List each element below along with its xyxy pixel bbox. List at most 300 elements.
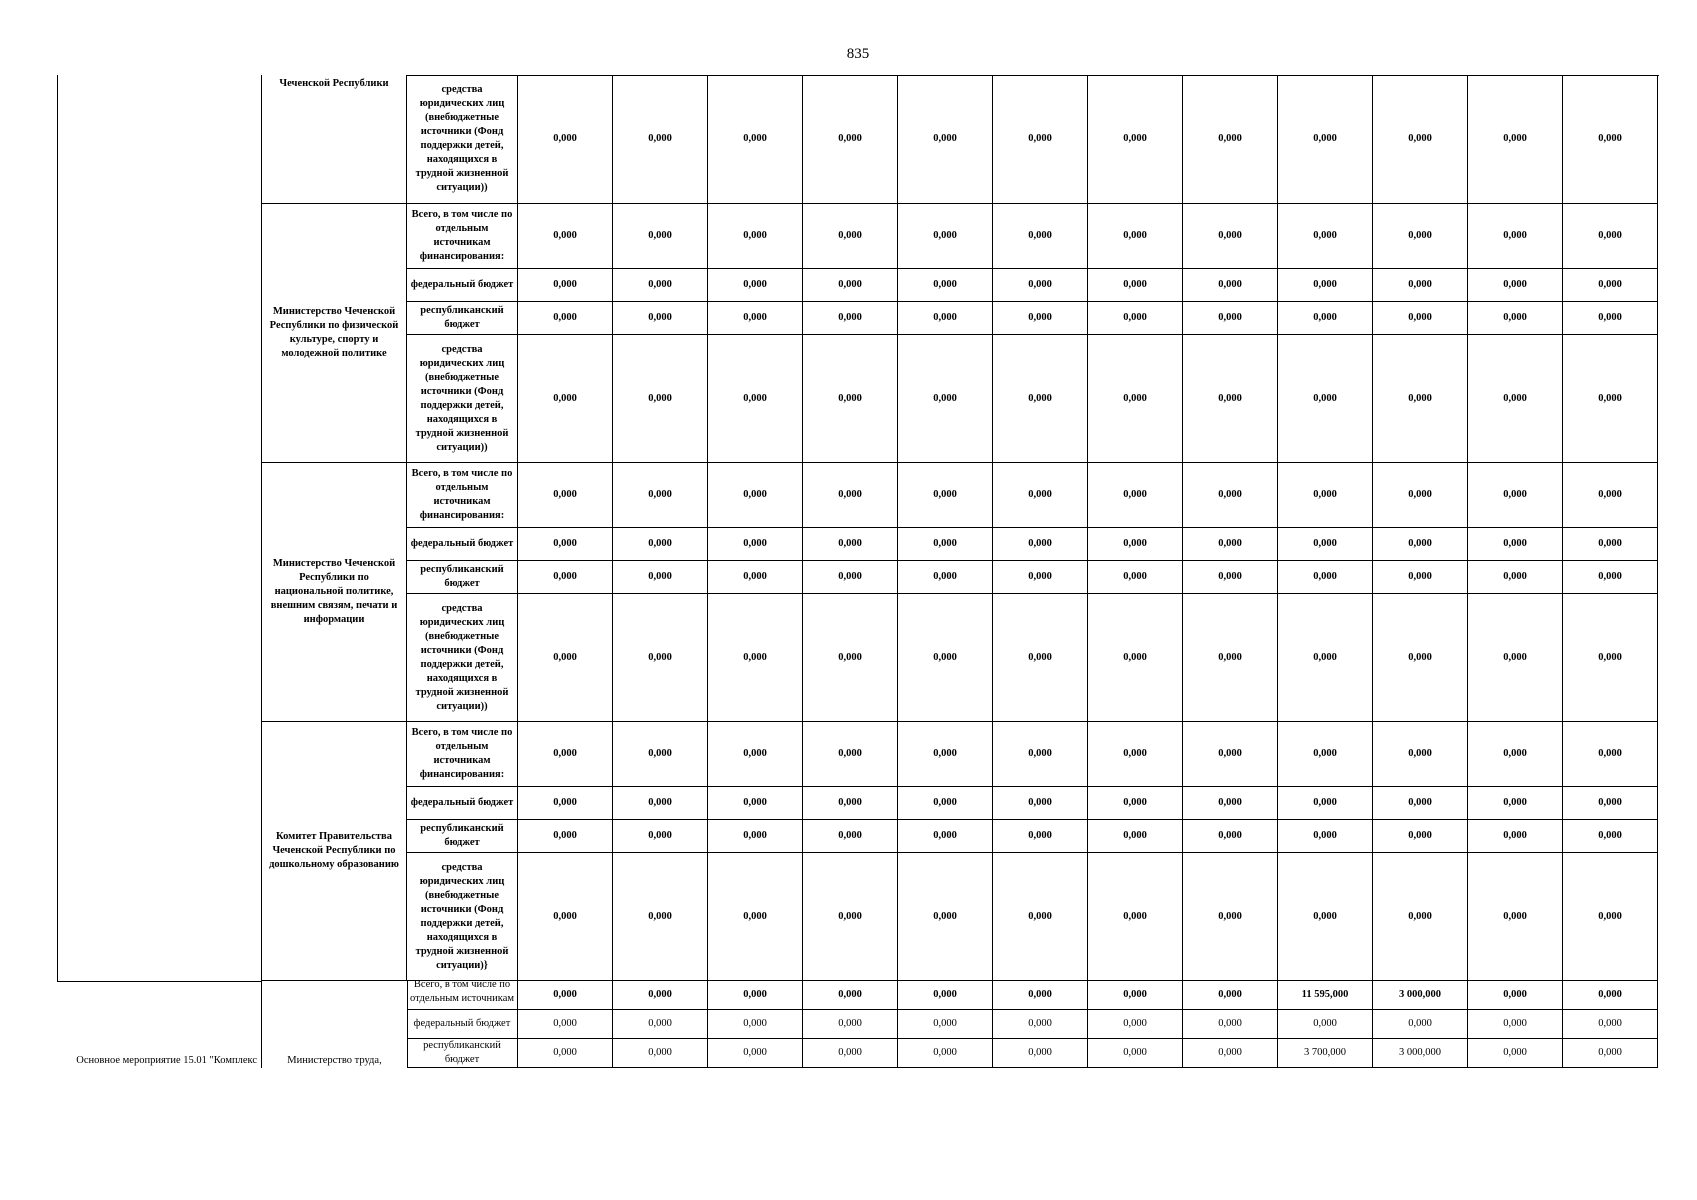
source-total (407, 722, 518, 787)
value-cell-text: 0,000 (1313, 571, 1337, 582)
value-cell-text: 0,000 (1598, 489, 1622, 500)
value-cell-text: 0,000 (1503, 1047, 1527, 1058)
value-cell (1563, 528, 1658, 561)
source-republic-text: республиканский бюджет (420, 823, 504, 848)
value-cell (1468, 981, 1563, 1010)
value-cell-text: 0,000 (1408, 797, 1432, 808)
source-legal-entities (407, 335, 518, 463)
value-cell-text: 0,000 (1408, 571, 1432, 582)
value-cell (1278, 981, 1373, 1010)
value-cell-text: 0,000 (1123, 651, 1147, 663)
value-cell-text: 0,000 (1408, 538, 1432, 549)
value-cell (993, 820, 1088, 853)
value-cell (613, 787, 708, 820)
value-cell (518, 463, 613, 528)
value-cell (1468, 1010, 1563, 1039)
value-cell-text: 0,000 (1028, 1018, 1052, 1029)
value-cell-text: 0,000 (1503, 989, 1527, 1000)
value-cell-text: 0,000 (1408, 230, 1432, 241)
value-cell (1183, 269, 1278, 302)
value-cell-text: 0,000 (838, 797, 862, 808)
value-cell (1278, 269, 1373, 302)
value-cell-text: 0,000 (553, 279, 577, 290)
value-cell-text: 0,000 (1123, 989, 1147, 1000)
value-cell-text: 0,000 (933, 797, 957, 808)
value-cell-text: 0,000 (743, 651, 767, 663)
value-cell (1563, 594, 1658, 722)
value-cell-text: 0,000 (838, 489, 862, 500)
value-cell-text: 0,000 (1408, 133, 1432, 144)
value-cell-text: 0,000 (743, 230, 767, 241)
value-cell (613, 1039, 708, 1068)
value-cell (803, 594, 898, 722)
value-cell (993, 594, 1088, 722)
value-cell (1278, 335, 1373, 463)
source-total-text: Всего, в том числе по отдельным источникам (409, 981, 514, 1004)
value-cell (1088, 204, 1183, 269)
value-cell-text: 0,000 (1028, 651, 1052, 663)
value-cell-text: 0,000 (1218, 571, 1242, 582)
executor-cell-text: Министерство Чеченской Республики по национальной политике, внешним связям, печати и информации (270, 558, 398, 625)
value-cell (1278, 1039, 1373, 1068)
source-legal-entities-text: средства юридических лиц (внебюджетные источники (Фонд поддержки детей, находящихся в трудной жизненной ситуации)} (415, 861, 509, 971)
value-cell-text: 0,000 (933, 538, 957, 549)
value-cell-text: 0,000 (1028, 910, 1052, 922)
value-cell-text: 0,000 (1503, 651, 1527, 663)
value-cell (898, 528, 993, 561)
value-cell (1278, 204, 1373, 269)
value-cell-text: 0,000 (553, 651, 577, 663)
value-cell (803, 204, 898, 269)
executor-cell-text: Чеченской Республики (279, 78, 389, 89)
value-cell-text: 0,000 (743, 312, 767, 323)
value-cell (993, 528, 1088, 561)
value-cell-text: 3 000,000 (1399, 989, 1441, 1000)
value-cell-text: 0,000 (838, 133, 862, 144)
value-cell (803, 561, 898, 594)
value-cell (1468, 722, 1563, 787)
value-cell-text: 0,000 (1408, 489, 1432, 500)
value-cell-text: 0,000 (1218, 392, 1242, 404)
value-cell (1373, 75, 1468, 204)
value-cell-text: 0,000 (838, 312, 862, 323)
value-cell (993, 75, 1088, 204)
value-cell (1278, 787, 1373, 820)
value-cell-text: 0,000 (1218, 1047, 1242, 1058)
value-cell-text: 0,000 (553, 989, 577, 1000)
value-cell-text: 0,000 (1313, 748, 1337, 759)
value-cell-text: 0,000 (1123, 910, 1147, 922)
source-total-text: Всего, в том числе по отдельным источникам финансирования: (411, 468, 513, 521)
value-cell (518, 787, 613, 820)
value-cell (1278, 1010, 1373, 1039)
value-cell-text: 0,000 (838, 230, 862, 241)
value-cell-text: 0,000 (1598, 910, 1622, 922)
value-cell-text: 0,000 (648, 910, 672, 922)
value-cell (1563, 981, 1658, 1010)
value-cell (993, 204, 1088, 269)
value-cell (993, 1039, 1088, 1068)
table-border (261, 75, 262, 981)
value-cell (803, 1010, 898, 1039)
value-cell (1278, 853, 1373, 981)
value-cell (1563, 75, 1658, 204)
value-cell (613, 594, 708, 722)
value-cell (708, 75, 803, 204)
source-legal-entities-text: средства юридических лиц (внебюджетные источники (Фонд поддержки детей, находящихся в трудной жизненной ситуации)) (415, 602, 509, 712)
value-cell-text: 0,000 (553, 489, 577, 500)
value-cell-text: 0,000 (1503, 230, 1527, 241)
value-cell-text: 0,000 (1123, 230, 1147, 241)
value-cell-text: 0,000 (1408, 651, 1432, 663)
value-cell-text: 0,000 (553, 1047, 577, 1058)
value-cell-text: 0,000 (933, 312, 957, 323)
value-cell (1468, 75, 1563, 204)
value-cell-text: 0,000 (1218, 230, 1242, 241)
value-cell-text: 0,000 (838, 651, 862, 663)
value-cell-text: 0,000 (1598, 538, 1622, 549)
value-cell-text: 0,000 (838, 1047, 862, 1058)
page-number: 835 (846, 46, 870, 62)
value-cell-text: 0,000 (1598, 989, 1622, 1000)
value-cell (1373, 594, 1468, 722)
value-cell-text: 0,000 (1218, 133, 1242, 144)
value-cell (1468, 787, 1563, 820)
value-cell (708, 1039, 803, 1068)
value-cell-text: 0,000 (648, 489, 672, 500)
value-cell-text: 0,000 (838, 910, 862, 922)
value-cell-text: 0,000 (648, 230, 672, 241)
value-cell-text: 0,000 (1123, 133, 1147, 144)
value-cell (898, 1039, 993, 1068)
value-cell (1183, 981, 1278, 1010)
value-cell-text: 0,000 (1028, 133, 1052, 144)
value-cell (1373, 1010, 1468, 1039)
value-cell-text: 11 595,000 (1301, 989, 1349, 1000)
value-cell (1183, 204, 1278, 269)
executor-label (262, 1050, 407, 1068)
value-cell-text: 0,000 (1408, 279, 1432, 290)
value-cell (803, 820, 898, 853)
value-cell-text: 0,000 (743, 489, 767, 500)
value-cell (613, 561, 708, 594)
value-cell (1088, 302, 1183, 335)
value-cell (1468, 335, 1563, 463)
value-cell (803, 335, 898, 463)
value-cell-text: 0,000 (933, 989, 957, 1000)
source-federal-text: федеральный бюджет (410, 797, 514, 808)
value-cell-text: 0,000 (1313, 312, 1337, 323)
value-cell-text: 0,000 (1408, 312, 1432, 323)
value-cell (613, 463, 708, 528)
value-cell-text: 0,000 (1028, 748, 1052, 759)
value-cell-text: 0,000 (1218, 651, 1242, 663)
value-cell-text: 0,000 (1028, 230, 1052, 241)
value-cell (1183, 75, 1278, 204)
source-republic (407, 561, 518, 594)
value-cell (1373, 269, 1468, 302)
value-cell (518, 722, 613, 787)
value-cell (1278, 561, 1373, 594)
value-cell-text: 0,000 (933, 910, 957, 922)
value-cell (1563, 463, 1658, 528)
value-cell-text: 0,000 (1028, 797, 1052, 808)
value-cell-text: 0,000 (838, 830, 862, 841)
source-legal-entities-text: средства юридических лиц (внебюджетные источники (Фонд поддержки детей, находящихся в трудной жизненной ситуации)) (415, 343, 509, 453)
value-cell-text: 0,000 (1028, 1047, 1052, 1058)
value-cell-text: 0,000 (1123, 797, 1147, 808)
value-cell (518, 853, 613, 981)
value-cell (898, 561, 993, 594)
value-cell-text: 0,000 (1408, 1018, 1432, 1029)
value-cell-text: 0,000 (838, 989, 862, 1000)
value-cell-text: 0,000 (1598, 279, 1622, 290)
value-cell (613, 75, 708, 204)
value-cell-text: 0,000 (648, 797, 672, 808)
value-cell-text: 0,000 (1218, 489, 1242, 500)
value-cell-text: 0,000 (1598, 797, 1622, 808)
value-cell (1278, 463, 1373, 528)
value-cell-text: 0,000 (648, 312, 672, 323)
value-cell-text: 0,000 (1123, 1018, 1147, 1029)
value-cell-text: 0,000 (648, 748, 672, 759)
table-border (57, 981, 262, 982)
value-cell (613, 981, 708, 1010)
value-cell-text: 0,000 (933, 571, 957, 582)
table-border (407, 75, 1659, 76)
value-cell (803, 787, 898, 820)
value-cell (708, 820, 803, 853)
value-cell-text: 0,000 (648, 651, 672, 663)
value-cell (1468, 1039, 1563, 1068)
value-cell-text: 0,000 (743, 571, 767, 582)
value-cell (1088, 75, 1183, 204)
value-cell (898, 820, 993, 853)
value-cell (1373, 1039, 1468, 1068)
value-cell-text: 0,000 (1598, 830, 1622, 841)
value-cell (1278, 302, 1373, 335)
value-cell-text: 0,000 (743, 392, 767, 404)
value-cell-text: 0,000 (743, 279, 767, 290)
value-cell-text: 0,000 (1408, 392, 1432, 404)
value-cell (1468, 302, 1563, 335)
source-legal-entities (407, 75, 518, 204)
value-cell-text: 0,000 (1313, 830, 1337, 841)
value-cell-text: 0,000 (648, 392, 672, 404)
value-cell (898, 594, 993, 722)
value-cell (613, 269, 708, 302)
value-cell (1563, 269, 1658, 302)
value-cell (1088, 528, 1183, 561)
value-cell (1373, 853, 1468, 981)
value-cell (803, 528, 898, 561)
value-cell (518, 335, 613, 463)
value-cell-text: 0,000 (553, 230, 577, 241)
value-cell (1468, 820, 1563, 853)
value-cell (613, 1010, 708, 1039)
source-federal (407, 1010, 518, 1039)
value-cell (1088, 594, 1183, 722)
value-cell (898, 463, 993, 528)
value-cell (1183, 463, 1278, 528)
value-cell-text: 3 700,000 (1304, 1047, 1346, 1058)
activity-label (57, 1050, 261, 1068)
value-cell (613, 302, 708, 335)
value-cell (1373, 787, 1468, 820)
value-cell (1468, 561, 1563, 594)
value-cell (708, 787, 803, 820)
source-legal-entities (407, 594, 518, 722)
value-cell (1183, 302, 1278, 335)
executor-cell-text: Комитет Правительства Чеченской Республики по дошкольному образованию (269, 831, 399, 870)
value-cell-text: 0,000 (743, 1047, 767, 1058)
value-cell-text: 0,000 (1503, 748, 1527, 759)
value-cell (1468, 528, 1563, 561)
value-cell-text: 0,000 (648, 279, 672, 290)
value-cell (1373, 820, 1468, 853)
source-republic-text: республиканский бюджет (420, 564, 504, 589)
value-cell (1088, 981, 1183, 1010)
value-cell-text: 0,000 (933, 279, 957, 290)
value-cell-text: 0,000 (553, 830, 577, 841)
source-federal-text: федеральный бюджет (410, 538, 514, 549)
value-cell-text: 0,000 (1313, 489, 1337, 500)
value-cell-text: 0,000 (1028, 830, 1052, 841)
value-cell (898, 787, 993, 820)
value-cell-text: 0,000 (1503, 910, 1527, 922)
value-cell-text: 0,000 (1218, 312, 1242, 323)
value-cell (898, 853, 993, 981)
value-cell-text: 0,000 (933, 392, 957, 404)
value-cell-text: 0,000 (1028, 571, 1052, 582)
value-cell (708, 269, 803, 302)
source-legal-entities-text: средства юридических лиц (внебюджетные источники (Фонд поддержки детей, находящихся в трудной жизненной ситуации)) (415, 84, 509, 193)
value-cell (1373, 981, 1468, 1010)
value-cell (1088, 269, 1183, 302)
value-cell (898, 722, 993, 787)
value-cell (1468, 269, 1563, 302)
value-cell-text: 0,000 (553, 748, 577, 759)
value-cell-text: 0,000 (743, 797, 767, 808)
value-cell-text: 0,000 (648, 1047, 672, 1058)
value-cell (803, 722, 898, 787)
value-cell-text: 0,000 (553, 312, 577, 323)
value-cell-text: 0,000 (553, 133, 577, 144)
source-republic-text: республиканский бюджет (423, 1040, 501, 1065)
source-federal (407, 528, 518, 561)
value-cell (1183, 722, 1278, 787)
value-cell-text: 0,000 (1123, 312, 1147, 323)
value-cell-text: 0,000 (743, 538, 767, 549)
value-cell (708, 335, 803, 463)
value-cell (993, 1010, 1088, 1039)
value-cell-text: 0,000 (1598, 392, 1622, 404)
source-federal (407, 787, 518, 820)
value-cell-text: 0,000 (1503, 1018, 1527, 1029)
value-cell-text: 0,000 (1503, 538, 1527, 549)
executor-cell (262, 204, 407, 463)
value-cell-text: 0,000 (1313, 651, 1337, 663)
value-cell (518, 269, 613, 302)
value-cell-text: 0,000 (1028, 279, 1052, 290)
value-cell-text: 0,000 (1123, 279, 1147, 290)
value-cell-text: 0,000 (1598, 571, 1622, 582)
value-cell (1183, 853, 1278, 981)
value-cell (1468, 594, 1563, 722)
value-cell-text: 0,000 (743, 1018, 767, 1029)
value-cell (1183, 335, 1278, 463)
value-cell-text: 0,000 (648, 989, 672, 1000)
value-cell-text: 0,000 (648, 571, 672, 582)
value-cell (518, 820, 613, 853)
value-cell (1373, 561, 1468, 594)
value-cell-text: 0,000 (1408, 830, 1432, 841)
value-cell (1563, 820, 1658, 853)
value-cell (708, 722, 803, 787)
value-cell (613, 853, 708, 981)
value-cell (1088, 722, 1183, 787)
value-cell (1278, 594, 1373, 722)
value-cell-text: 0,000 (1598, 1018, 1622, 1029)
value-cell-text: 0,000 (743, 748, 767, 759)
value-cell (1468, 204, 1563, 269)
value-cell-text: 0,000 (1218, 989, 1242, 1000)
value-cell (1373, 302, 1468, 335)
value-cell-text: 0,000 (1028, 312, 1052, 323)
value-cell-text: 0,000 (1503, 392, 1527, 404)
value-cell-text: 0,000 (1313, 797, 1337, 808)
executor-cell (262, 722, 407, 981)
value-cell (518, 1039, 613, 1068)
value-cell (993, 335, 1088, 463)
value-cell (993, 722, 1088, 787)
source-federal-text: федеральный бюджет (410, 279, 514, 290)
value-cell-text: 0,000 (1598, 1047, 1622, 1058)
value-cell (1373, 204, 1468, 269)
value-cell-text: 0,000 (1598, 748, 1622, 759)
value-cell (1183, 1010, 1278, 1039)
value-cell-text: 0,000 (553, 538, 577, 549)
value-cell-text: 0,000 (1598, 230, 1622, 241)
value-cell-text: 0,000 (553, 571, 577, 582)
value-cell-text: 0,000 (838, 279, 862, 290)
value-cell (993, 463, 1088, 528)
table-border (407, 981, 408, 1068)
value-cell (1563, 302, 1658, 335)
source-total (407, 204, 518, 269)
value-cell (993, 269, 1088, 302)
value-cell (518, 75, 613, 204)
value-cell-text: 0,000 (1408, 910, 1432, 922)
source-republic (407, 302, 518, 335)
value-cell (993, 981, 1088, 1010)
value-cell (518, 561, 613, 594)
value-cell (1183, 820, 1278, 853)
value-cell (1183, 1039, 1278, 1068)
value-cell-text: 0,000 (838, 1018, 862, 1029)
value-cell (518, 981, 613, 1010)
value-cell (1088, 853, 1183, 981)
value-cell-text: 0,000 (1218, 910, 1242, 922)
value-cell (613, 204, 708, 269)
value-cell-text: 0,000 (838, 538, 862, 549)
value-cell (1088, 1039, 1183, 1068)
value-cell-text: 0,000 (1503, 312, 1527, 323)
value-cell (1088, 561, 1183, 594)
executor-cell-text: Министерство Чеченской Республики по физической культуре, спорту и молодежной политике (269, 306, 399, 359)
value-cell (1088, 820, 1183, 853)
value-cell-text: 0,000 (1028, 989, 1052, 1000)
